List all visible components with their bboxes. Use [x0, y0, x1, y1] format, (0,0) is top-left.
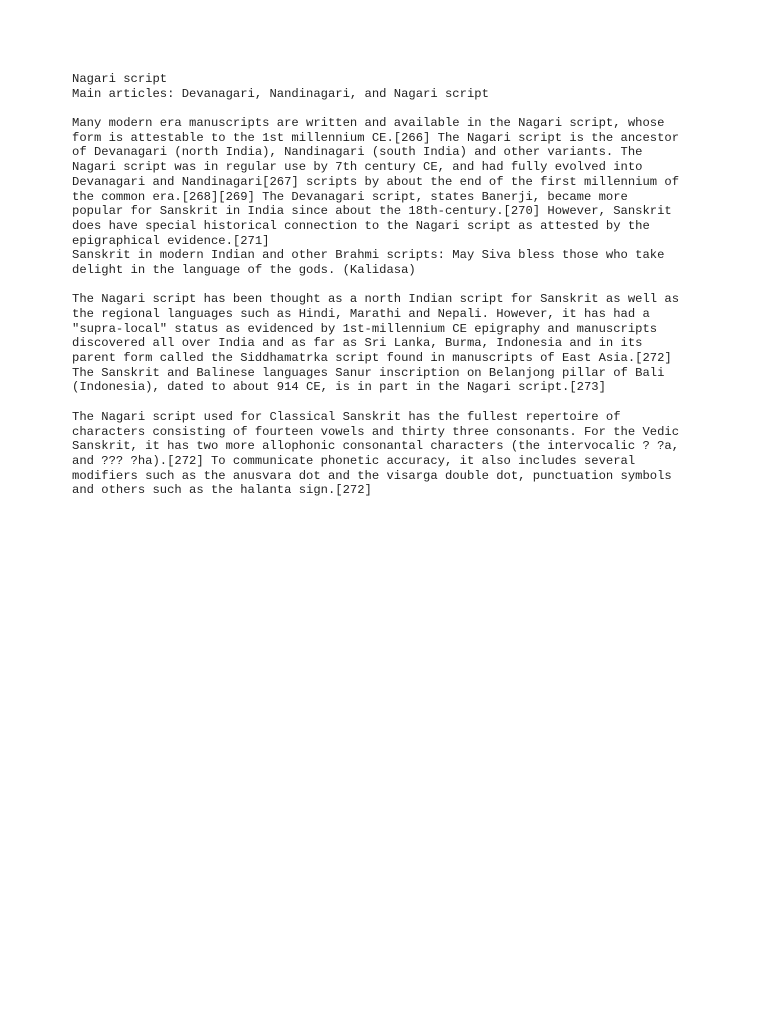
- text-line: and others such as the halanta sign.[272]: [72, 483, 372, 498]
- document-page: [72, 72, 712, 498]
- text-line: The Nagari script has been thought as a north Indian script for Sanskrit as well as: [72, 292, 680, 307]
- text-line: Sanskrit in modern Indian and other Brahmi scripts: May Siva bless those who take: [72, 248, 665, 263]
- text-line: The Nagari script used for Classical Sanskrit has the fullest repertoire of: [72, 409, 621, 424]
- text-line: form is attestable to the 1st millennium CE.[266] The Nagari script is the ancestor: [72, 130, 680, 145]
- paragraph-spacer: [72, 101, 712, 116]
- text-line: "supra-local" status as evidenced by 1st-millennium CE epigraphy and manuscripts: [72, 321, 658, 336]
- text-line: Devanagari and Nandinagari[267] scripts by about the end of the first millennium of: [72, 174, 680, 189]
- paragraph-1: [72, 116, 712, 278]
- text-line: the regional languages such as Hindi, Marathi and Nepali. However, it has had a: [72, 307, 650, 321]
- text-line: and ??? ?ha).[272] To communicate phonetic accuracy, it also includes several: [72, 453, 636, 468]
- text-line: Sanskrit, it has two more allophonic consonantal characters (the intervocalic ? ?a,: [72, 439, 680, 454]
- text-line: modifiers such as the anusvara dot and the visarga double dot, punctuation symbols: [72, 468, 672, 483]
- text-line: of Devanagari (north India), Nandinagari (south India) and other variants. The: [72, 145, 643, 160]
- text-line: delight in the language of the gods. (Kalidasa): [72, 262, 416, 277]
- text-line: The Sanskrit and Balinese languages Sanur inscription on Belanjong pillar of Bali: [72, 365, 665, 380]
- section-heading: Nagari script: [72, 72, 168, 86]
- paragraph-spacer: [72, 278, 712, 293]
- text-line: the common era.[268][269] The Devanagari script, states Banerji, became more: [72, 189, 628, 204]
- text-line: Nagari script was in regular use by 7th century CE, and had fully evolved into: [72, 160, 643, 175]
- text-line: epigraphical evidence.[271]: [72, 233, 270, 248]
- main-articles-note: Main articles: Devanagari, Nandinagari, and Nagari script: [72, 86, 489, 101]
- text-line: does have special historical connection to the Nagari script as attested by the: [72, 218, 650, 233]
- text-line: discovered all over India and as far as Sri Lanka, Burma, Indonesia and in its: [72, 336, 643, 351]
- text-line: popular for Sanskrit in India since about the 18th-century.[270] However, Sanskrit: [72, 204, 672, 219]
- text-line: (Indonesia), dated to about 914 CE, is in part in the Nagari script.[273]: [72, 380, 606, 395]
- paragraph-spacer: [72, 395, 712, 410]
- paragraph-3: [72, 410, 712, 498]
- text-line: Many modern era manuscripts are written and available in the Nagari script, whose: [72, 116, 665, 131]
- paragraph-2: [72, 292, 712, 395]
- text-line: characters consisting of fourteen vowels and thirty three consonants. For the Vedic: [72, 424, 680, 439]
- text-line: parent form called the Siddhamatrka script found in manuscripts of East Asia.[272]: [72, 351, 672, 366]
